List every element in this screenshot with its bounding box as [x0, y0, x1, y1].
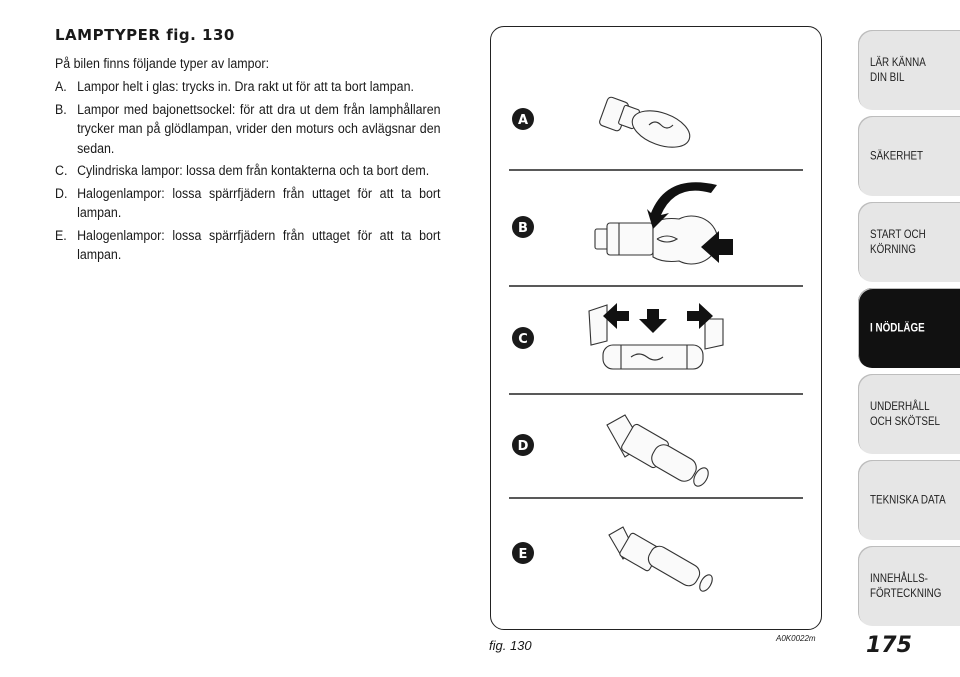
svg-text:C: C: [518, 332, 528, 347]
chapter-tabs: [858, 30, 960, 632]
list-text: Cylindriska lampor: lossa dem från kontakterna och ta bort dem.: [77, 163, 430, 178]
svg-text:B: B: [518, 221, 528, 236]
tab-start-och-korning[interactable]: [858, 202, 960, 282]
list-text: Lampor helt i glas: trycks in. Dra rakt ut för att ta bort lampan.: [77, 79, 414, 94]
bulb-a-icon: [599, 96, 695, 154]
list-item: [55, 226, 441, 265]
list-item: [55, 184, 441, 223]
label-badge-e: [512, 542, 534, 564]
tab-label: START OCH KÖRNING: [870, 227, 926, 256]
list-item: [55, 77, 441, 97]
intro-text: På bilen finns följande typer av lampor:: [55, 56, 270, 71]
list-text: Halogenlampor: lossa spärrfjädern från uttaget för att ta bort lampan.: [77, 227, 441, 262]
lamp-illustration: [491, 27, 821, 629]
list-item: [55, 161, 441, 181]
list-letter: E.: [55, 227, 67, 243]
list-text: Lampor med bajonettsockel: för att dra ut dem från lamphållaren trycker man på glödlampan, vrider den moturs och avlägsnar den sedan.: [77, 101, 441, 156]
label-badge-c: [512, 327, 534, 349]
list-letter: D.: [55, 185, 68, 201]
list-letter: C.: [55, 163, 68, 178]
tab-underhall-och-skotsel[interactable]: [858, 374, 960, 454]
label-badge-a: [512, 108, 534, 130]
page-number: 175: [866, 633, 912, 658]
down-arrow-icon: [639, 309, 667, 333]
label-badge-d: [512, 434, 534, 456]
section-heading: LAMPTYPER fig. 130: [55, 26, 235, 44]
bulb-d-icon: [607, 415, 711, 489]
tab-label: I NÖDLÄGE: [870, 320, 925, 335]
tab-label: UNDERHÅLL OCH SKÖTSEL: [870, 399, 940, 428]
list-letter: B.: [55, 101, 67, 117]
list-item: [55, 100, 441, 159]
svg-text:E: E: [518, 547, 528, 562]
figure-code: A0K0022m: [776, 634, 816, 643]
label-badge-b: [512, 216, 534, 238]
tab-tekniska-data[interactable]: [858, 460, 960, 540]
list-letter: A.: [55, 79, 67, 94]
tab-label: LÄR KÄNNA DIN BIL: [870, 55, 926, 84]
tab-label: INNEHÅLLS- FÖRTECKNING: [870, 571, 942, 600]
lamp-type-list: [55, 77, 443, 265]
tab-lar-kanna-din-bil[interactable]: [858, 30, 960, 110]
bulb-e-icon: [609, 527, 715, 593]
lamp-figure: [490, 26, 822, 630]
svg-text:A: A: [517, 113, 529, 128]
tab-sakerhet[interactable]: [858, 116, 960, 196]
tab-label: TEKNISKA DATA: [870, 492, 946, 507]
tab-i-nodlage[interactable]: [858, 288, 960, 368]
svg-text:D: D: [517, 439, 529, 454]
figure-caption: fig. 130: [489, 638, 532, 653]
text-column: [55, 26, 443, 268]
tab-innehallsforteckning[interactable]: [858, 546, 960, 626]
tab-label: SÄKERHET: [870, 148, 924, 163]
list-text: Halogenlampor: lossa spärrfjädern från uttaget för att ta bort lampan.: [77, 185, 441, 220]
